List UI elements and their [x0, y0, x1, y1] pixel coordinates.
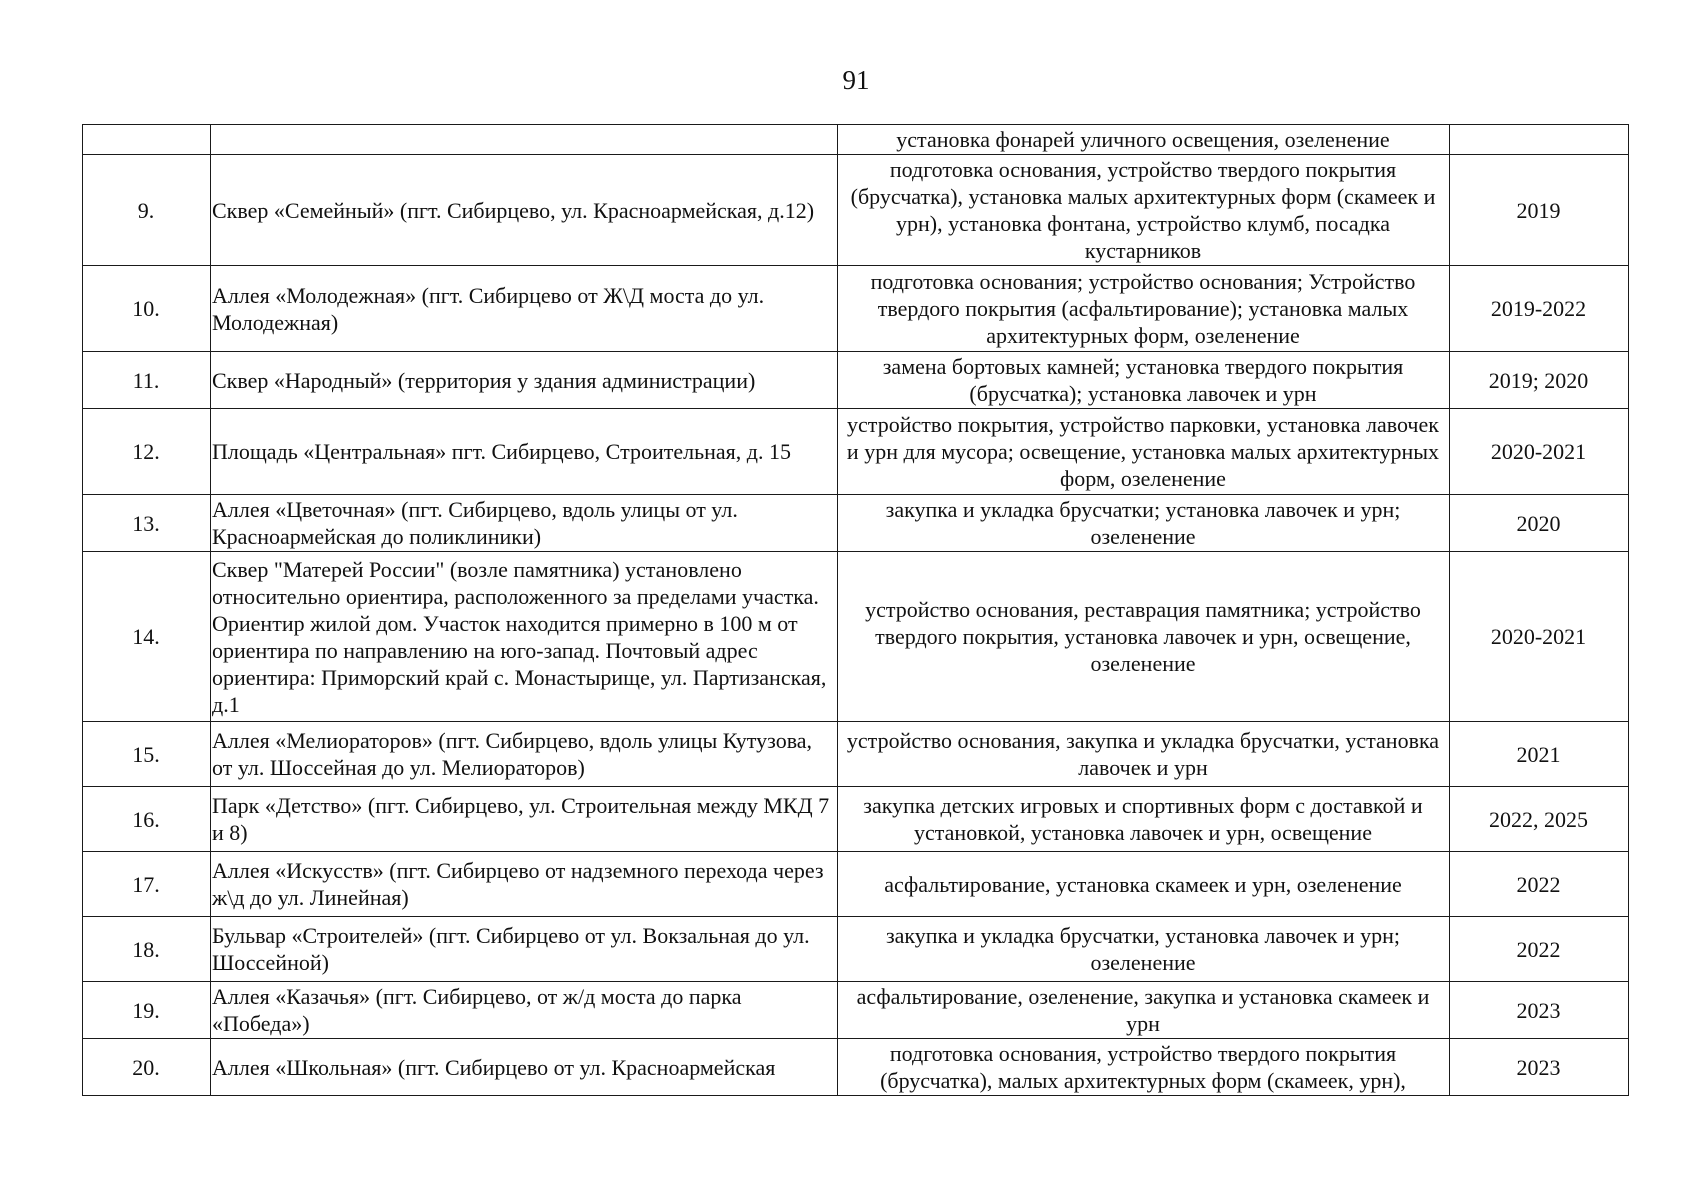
implementation-year: 2020-2021 — [1450, 552, 1629, 722]
object-name: Сквер "Матерей России" (возле памятника) установлено относительно ориентира, расположенного за пределами участка. Ориентир жилой дом. Участок находится примерно в 100 м от ориентира по направлению на юго-запад. Почтовый адрес ориентира: Приморский край с. Монастырище, ул. Партизанская, д.1 — [211, 552, 838, 722]
implementation-year: 2020-2021 — [1450, 409, 1629, 495]
works-description: асфальтирование, озеленение, закупка и установка скамеек и урн — [838, 982, 1450, 1039]
row-number — [83, 125, 211, 155]
table-row — [83, 852, 1629, 917]
object-name: Площадь «Центральная» пгт. Сибирцево, Строительная, д. 15 — [211, 409, 838, 495]
implementation-year: 2023 — [1450, 982, 1629, 1039]
row-number: 16. — [83, 787, 211, 852]
object-name: Аллея «Молодежная» (пгт. Сибирцево от Ж\Д моста до ул. Молодежная) — [211, 266, 838, 352]
works-description: подготовка основания; устройство основания; Устройство твердого покрытия (асфальтирование); установка малых архитектурных форм, озеленение — [838, 266, 1450, 352]
table-row — [83, 495, 1629, 552]
table-row — [83, 917, 1629, 982]
implementation-year: 2019; 2020 — [1450, 352, 1629, 409]
table-row — [83, 409, 1629, 495]
implementation-year: 2019-2022 — [1450, 266, 1629, 352]
works-description: замена бортовых камней; установка твердого покрытия (брусчатка); установка лавочек и урн — [838, 352, 1450, 409]
row-number: 10. — [83, 266, 211, 352]
works-description: устройство покрытия, устройство парковки, установка лавочек и урн для мусора; освещение, установка малых архитектурных форм, озеленение — [838, 409, 1450, 495]
row-number: 17. — [83, 852, 211, 917]
implementation-year: 2021 — [1450, 722, 1629, 787]
row-number: 20. — [83, 1039, 211, 1096]
works-description: закупка детских игровых и спортивных форм с доставкой и установкой, установка лавочек и урн, освещение — [838, 787, 1450, 852]
table-row — [83, 787, 1629, 852]
table-row — [83, 155, 1629, 266]
row-number: 18. — [83, 917, 211, 982]
object-name — [211, 125, 838, 155]
row-number: 13. — [83, 495, 211, 552]
object-name: Аллея «Мелиораторов» (пгт. Сибирцево, вдоль улицы Кутузова, от ул. Шоссейная до ул. Мелиораторов) — [211, 722, 838, 787]
implementation-year — [1450, 125, 1629, 155]
table-row — [83, 266, 1629, 352]
object-name: Парк «Детство» (пгт. Сибирцево, ул. Строительная между МКД 7 и 8) — [211, 787, 838, 852]
works-description: устройство основания, реставрация памятника; устройство твердого покрытия, установка лавочек и урн, освещение, озеленение — [838, 552, 1450, 722]
object-name: Сквер «Семейный» (пгт. Сибирцево, ул. Красноармейская, д.12) — [211, 155, 838, 266]
works-description: подготовка основания, устройство твердого покрытия (брусчатка), установка малых архитектурных форм (скамеек и урн), установка фонтана, устройство клумб, посадка кустарников — [838, 155, 1450, 266]
implementation-year: 2020 — [1450, 495, 1629, 552]
table-row — [83, 552, 1629, 722]
row-number: 11. — [83, 352, 211, 409]
row-number: 14. — [83, 552, 211, 722]
works-description: установка фонарей уличного освещения, озеленение — [838, 125, 1450, 155]
row-number: 19. — [83, 982, 211, 1039]
object-name: Бульвар «Строителей» (пгт. Сибирцево от ул. Вокзальная до ул. Шоссейной) — [211, 917, 838, 982]
table-row — [83, 722, 1629, 787]
works-description: закупка и укладка брусчатки, установка лавочек и урн; озеленение — [838, 917, 1450, 982]
object-name: Сквер «Народный» (территория у здания администрации) — [211, 352, 838, 409]
implementation-year: 2022, 2025 — [1450, 787, 1629, 852]
implementation-year: 2023 — [1450, 1039, 1629, 1096]
implementation-year: 2022 — [1450, 852, 1629, 917]
table-row — [83, 1039, 1629, 1096]
row-number: 9. — [83, 155, 211, 266]
object-name: Аллея «Цветочная» (пгт. Сибирцево, вдоль улицы от ул. Красноармейская до поликлиники) — [211, 495, 838, 552]
table-row — [83, 982, 1629, 1039]
works-description: закупка и укладка брусчатки; установка лавочек и урн; озеленение — [838, 495, 1450, 552]
table-row — [83, 125, 1629, 155]
row-number: 15. — [83, 722, 211, 787]
works-description: подготовка основания, устройство твердого покрытия (брусчатка), малых архитектурных форм (скамеек, урн), — [838, 1039, 1450, 1096]
object-name: Аллея «Школьная» (пгт. Сибирцево от ул. Красноармейская — [211, 1039, 838, 1096]
object-name: Аллея «Искусств» (пгт. Сибирцево от надземного перехода через ж\д до ул. Линейная) — [211, 852, 838, 917]
object-name: Аллея «Казачья» (пгт. Сибирцево, от ж/д моста до парка «Победа») — [211, 982, 838, 1039]
page-number: 91 — [842, 65, 870, 95]
table-row — [83, 352, 1629, 409]
improvement-objects-table — [82, 124, 1629, 1096]
implementation-year: 2022 — [1450, 917, 1629, 982]
implementation-year: 2019 — [1450, 155, 1629, 266]
works-description: устройство основания, закупка и укладка брусчатки, установка лавочек и урн — [838, 722, 1450, 787]
works-description: асфальтирование, установка скамеек и урн, озеленение — [838, 852, 1450, 917]
row-number: 12. — [83, 409, 211, 495]
